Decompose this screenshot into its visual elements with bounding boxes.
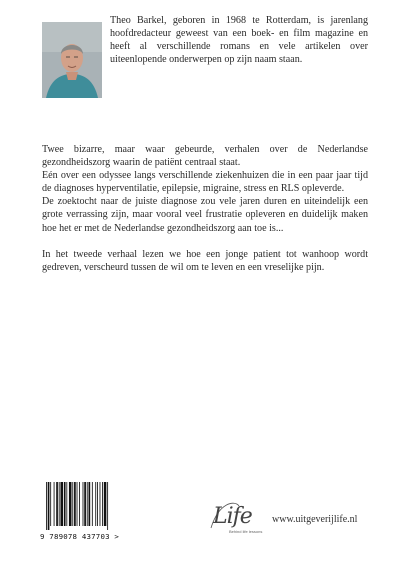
blurb-paragraph: Twee bizarre, maar waar gebeurde, verhalen over de Nederlandse gezondheidszorg waarin de patiënt centraal staat. (42, 144, 368, 169)
barcode-icon (44, 482, 134, 530)
author-portrait-icon (42, 22, 102, 98)
author-bio: Theo Barkel, geboren in 1968 te Rotterdam, is jarenlang hoofdredacteur geweest van een boek- en film magazine en heeft al verschillende romans en vele artikelen over uiteenlopende onderwerpen op zijn naam staan. (110, 15, 368, 66)
blurb-paragraph: De zoektocht naar de juiste diagnose zou vele jaren duren en uiteindelijk een grote verrassing zijn, maar vooral veel frustratie opleveren en duidelijk maken hoe het er met de Nederlandse gezondheidszorg aan toe is... (42, 196, 368, 234)
publisher-website: www.uitgeverijlife.nl (272, 514, 358, 525)
book-blurb (42, 143, 368, 274)
author-photo (42, 22, 102, 98)
isbn-digits: 9 789078 437703 > (40, 532, 120, 541)
publisher-logo-text: Life (213, 504, 252, 529)
publisher-logo-tagline: Behind life lessons (229, 529, 263, 534)
blurb-paragraph: Eén over een odyssee langs verschillende ziekenhuizen die in een paar jaar tijd de diagnoses hyperventilatie, epilepsie, migraine, stress en RLS opleverde. (42, 170, 368, 195)
isbn-barcode (40, 480, 138, 544)
publisher-logo (205, 498, 265, 538)
blurb-paragraph: In het tweede verhaal lezen we hoe een jonge patient tot wanhoop wordt gedreven, verscheurd tussen de wil om te leven en een vreselijke pijn. (42, 248, 368, 273)
